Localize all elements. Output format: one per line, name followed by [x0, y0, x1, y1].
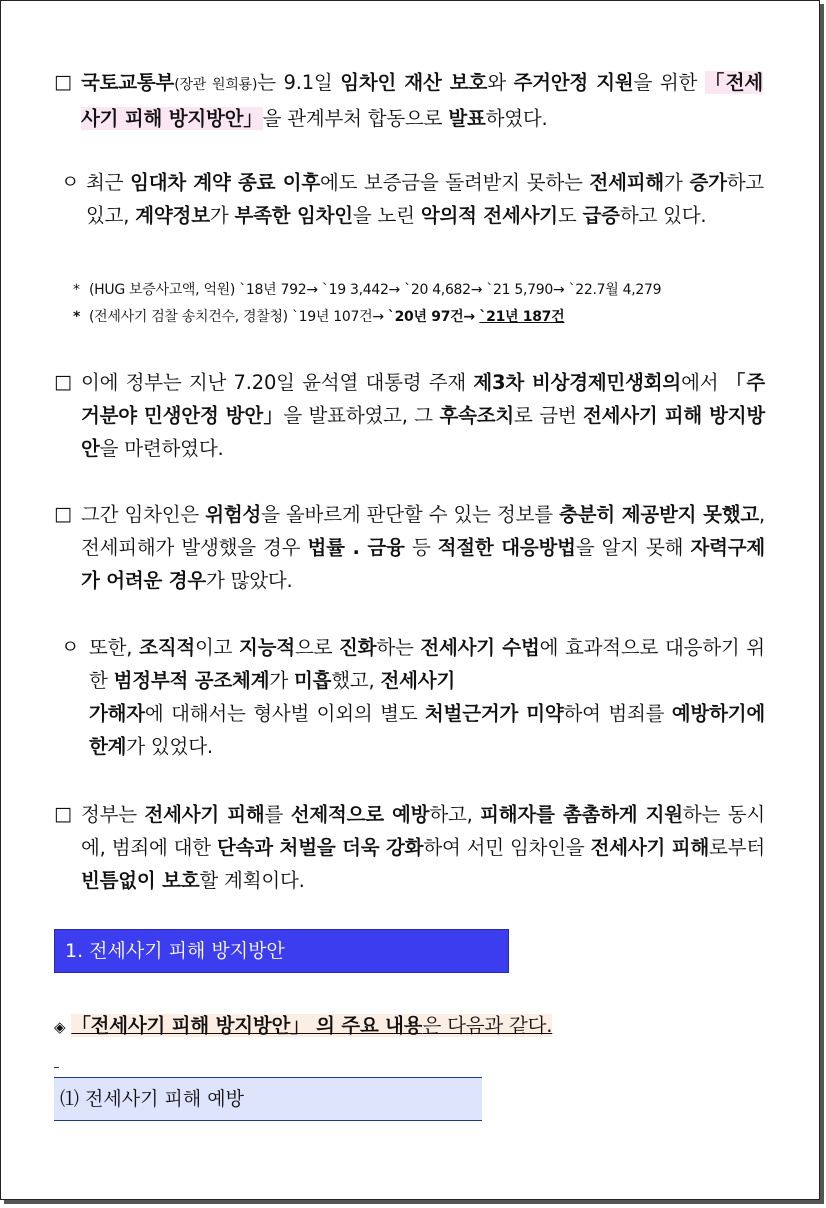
circle-bullet: ㅇ: [61, 636, 80, 658]
text: 미흡: [293, 669, 332, 692]
text: 하고,: [429, 803, 481, 826]
text: 가: [664, 171, 690, 194]
divider-mark: [54, 1047, 59, 1068]
text: 그간 임차인은: [81, 503, 206, 526]
paragraph-organized-fraud: [89, 631, 765, 763]
text: 을 발표하였고, 그: [283, 404, 440, 427]
text: 와: [487, 71, 514, 94]
text: 후속조치: [439, 404, 515, 427]
text: 을 관계부처 합동으로: [262, 107, 449, 130]
text: →: [463, 309, 480, 325]
text: 국토교통부: [81, 71, 175, 94]
section-heading-1: 1. 전세사기 피해 방지방안: [54, 929, 509, 973]
text: 가: [209, 204, 235, 227]
square-bullet: □: [54, 503, 72, 525]
text: 정부는: [81, 803, 145, 826]
text: 빈틈없이 보호: [81, 869, 200, 892]
text: 주거안정 지원: [513, 71, 634, 94]
text: (전세사기 검찰 송치건수, 경찰청) `19년 107건→: [89, 309, 388, 325]
text: 전세사기: [380, 669, 456, 692]
text: 또한,: [89, 636, 140, 659]
text: 하고 있고,: [86, 171, 764, 227]
square-bullet: □: [54, 371, 72, 393]
text: 에 대해서는 형사벌 이외의 별도: [144, 702, 425, 725]
text: 자력구제가 어려운 경우: [81, 536, 765, 592]
text: 은 다음과 같다.: [422, 1014, 553, 1037]
text: 지능적: [239, 636, 295, 659]
text: 에 효과적으로 대응하기 위한: [89, 636, 765, 692]
text: 적절한 대응방법: [437, 536, 576, 559]
text: 로 금번: [514, 404, 584, 427]
highlighted-title: 「전세사기 피해 방지방안」: [81, 71, 764, 130]
text: 하는 동시에, 범죄에 대한: [81, 803, 765, 859]
note-hug-accidents: (HUG 보증사고액, 억원) `18년 792→ `19 3,442→ `20 4,682→ `21 5,790→ `22.7월 4,279: [89, 282, 662, 298]
text: 로부터: [709, 836, 766, 859]
text: 위험성: [205, 503, 262, 526]
text: 이에 정부는 지난 7.20일 윤석열 대통령 주재: [81, 371, 474, 394]
text: 조직적: [139, 636, 195, 659]
text: 최근: [86, 171, 131, 194]
square-bullet: □: [54, 71, 72, 93]
text: 전세사기 수법: [420, 636, 540, 659]
paragraph-tenant-difficulty: [81, 498, 765, 597]
text: 이고: [194, 636, 240, 659]
text: 선제적으로 예방: [290, 803, 430, 826]
text: `21년 187건: [479, 309, 565, 325]
text: 전세사기 피해: [144, 803, 265, 826]
text: 급증: [582, 204, 620, 227]
square-bullet: □: [54, 803, 72, 825]
text: 가해자: [89, 702, 145, 725]
note-police-referrals: [89, 306, 769, 328]
text: 임차인 재산 보호: [340, 71, 488, 94]
footnote-star: *: [73, 309, 81, 325]
text: 하여 서민 임차인을: [423, 836, 591, 859]
text: 가: [269, 669, 294, 692]
text: 발표: [448, 107, 486, 130]
text: 증가: [689, 171, 727, 194]
text: 에서: [681, 371, 726, 394]
summary-line: [54, 1011, 552, 1042]
paragraph-government-measures: [81, 366, 765, 465]
text: 충분히 제공받지 못했고: [559, 503, 759, 526]
text: 할 계획이다.: [199, 869, 305, 892]
text: 처벌근거가 미약: [424, 702, 564, 725]
text: 를: [264, 803, 291, 826]
circle-bullet: ㅇ: [61, 171, 80, 193]
text: 단속과 처벌을 더욱 강화: [217, 836, 424, 859]
text: 가 있었다.: [126, 735, 213, 758]
text: 전세사기 피해: [590, 836, 710, 859]
text: (장관 원희룡): [174, 77, 258, 93]
text: 하였다.: [485, 107, 548, 130]
text: 도: [557, 204, 583, 227]
paragraph-government-plan: [81, 798, 765, 897]
text: , 전세피해가 발생했을 경우: [81, 503, 765, 559]
text: 을 노린: [352, 204, 421, 227]
text: 을 올바르게 판단할 수 있는 정보를: [261, 503, 560, 526]
text: 가 많았다.: [206, 569, 293, 592]
text: 을 알지 못해: [575, 536, 691, 559]
text: 했고,: [331, 669, 381, 692]
text: 제3차 비상경제민생회의: [473, 371, 682, 394]
text: 범정부적 공조체계: [113, 669, 270, 692]
text: 전세사기 피해 방지방안: [81, 404, 766, 460]
text: 하는: [376, 636, 421, 659]
text: 을 마련하였다.: [99, 437, 224, 460]
text: 등: [404, 536, 438, 559]
paragraph-announcement: [81, 66, 763, 135]
text: 진화: [339, 636, 377, 659]
text: 하여 범죄를: [563, 702, 672, 725]
summary-title: 「전세사기 피해 방지방안」 의 주요 내용: [71, 1014, 423, 1037]
paragraph-recent-trend: [86, 166, 764, 232]
text: 임대차 계약 종료 이후: [130, 171, 320, 194]
text: 을 위한: [633, 71, 705, 94]
text: 부족한 임차인: [234, 204, 353, 227]
text: 피해자를 촘촘하게 지원: [480, 803, 683, 826]
text: `20년 97건: [387, 309, 464, 325]
text: 법률 . 금융: [307, 536, 405, 559]
subsection-heading-1: ⑴ 전세사기 피해 예방: [54, 1077, 482, 1121]
diamond-bullet: ◈: [54, 1018, 66, 1036]
text: 는 9.1일: [257, 71, 341, 94]
text: 으로: [294, 636, 340, 659]
text: 「주거분야 민생안정 방안」: [81, 371, 766, 427]
text: 예방하기에 한계: [89, 702, 765, 758]
text: 계약정보: [135, 204, 210, 227]
text: 하고 있다.: [619, 204, 707, 227]
text: 에도 보증금을 돌려받지 못하는: [319, 171, 590, 194]
text: 전세피해: [589, 171, 664, 194]
footnote-star: *: [73, 282, 80, 298]
text: 악의적 전세사기: [420, 204, 558, 227]
